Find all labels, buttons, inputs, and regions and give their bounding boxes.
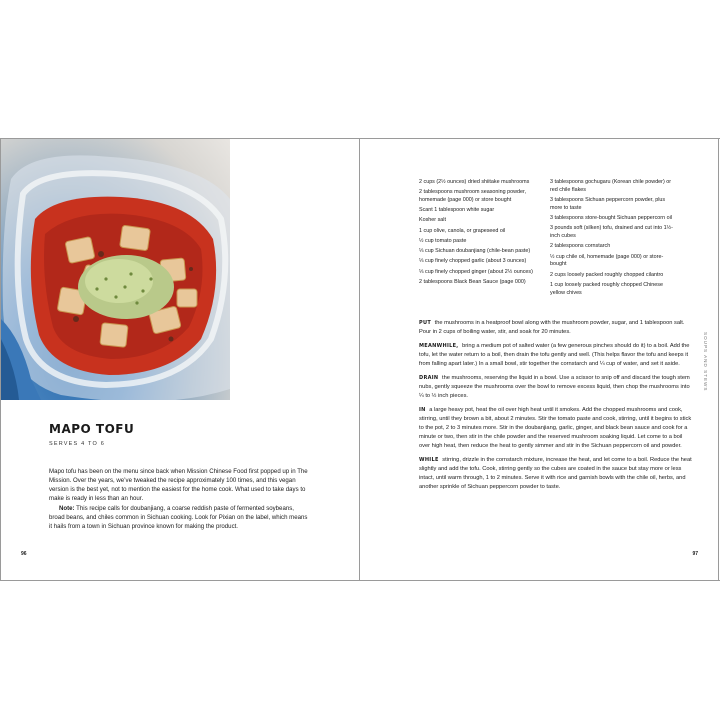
step-text: a large heavy pot, heat the oil over high heat until it smokes. Add the chopped mushrooms and cook, stirring, until they brown a bit, about 2 minutes. Stir the tomato paste and cook, stirring, until it begins to stick to the pot, 2 to 3 minutes more. Stir in the doubanjiang, garlic, ginger, and black bean sauce and cook for a minute or two, then stir in the chile powder and the reserved mushroom soaking liquid. Let come to a boil over high heat, then reduce the heat to gently simmer and stir in the Sichuan peppercorn oil and powder. (419, 407, 692, 449)
step-text: the mushrooms in a heatproof bowl along with the mushroom powder, sugar, and 1 tablespoon salt. Pour in 2 cups of boiling water, stir, and soak for 20 minutes. (419, 320, 685, 335)
note-text: This recipe calls for doubanjiang, a coarse reddish paste of fermented soybeans, broad beans, and chiles common in Sichuan cooking. Look for Pixian on the label, which means it hails from a town in Sichuan province known for making the product. (49, 504, 308, 530)
ingredient-item: 1 cup olive, canola, or grapeseed oil (419, 227, 506, 234)
ingredient-item: 2 tablespoons Black Bean Sauce (page 000) (419, 278, 526, 285)
section-tab (702, 332, 708, 392)
section-tab-label: SOUPS AND STEWS (703, 332, 708, 392)
ingredient-item: 2 tablespoons mushroom seasoning powder, homemade (page 000) or store bought (419, 189, 526, 204)
ingredient-item: 3 tablespoons gochugaru (Korean chile powder) or red chile flakes (550, 179, 672, 193)
right-page (360, 139, 719, 580)
left-page (0, 139, 360, 580)
step-lead: MEANWHILE, (419, 343, 459, 349)
method-step (419, 406, 693, 451)
page-number-right: 97 (692, 551, 698, 557)
note-paragraph (49, 504, 311, 531)
note-label: Note: (59, 504, 75, 512)
book-spread (0, 138, 720, 581)
ingredient-item: ½ cup chile oil, homemade (page 000) or store-bought (550, 253, 664, 268)
ingredient-item: 3 tablespoons Sichuan peppercorn powder, plus more to taste (550, 197, 666, 211)
ingredient-item: Scant 1 tablespoon white sugar (419, 207, 495, 214)
step-lead: IN (419, 407, 426, 413)
ingredient-item: ½ cup tomato paste (419, 237, 467, 244)
method-steps (419, 319, 693, 497)
method-step (419, 456, 693, 492)
method-step (419, 342, 693, 369)
ingredient-item: ⅓ cup finely chopped ginger (about 2½ ounces) (419, 268, 533, 275)
recipe-intro (49, 467, 311, 531)
ingredient-item: 3 tablespoons store-bought Sichuan peppercorn oil (550, 215, 672, 222)
step-text: the mushrooms, reserving the liquid in a bowl. Use a scissor to snip off and discard the tough stem nubs, gently squeeze the mushrooms over the bowl to remove excess liquid, then chop the mushrooms into ¼ to ½ inch pieces. (419, 375, 690, 399)
ingredient-item: 1 cup loosely packed roughly chopped Chinese yellow chives (550, 281, 663, 296)
step-lead: WHILE (419, 457, 439, 463)
ingredient-item: 2 cups (2½ ounces) dried shiitake mushrooms (419, 179, 530, 185)
page-number-left: 96 (21, 551, 27, 557)
ingredient-item: Kosher salt (419, 217, 446, 224)
recipe-title: MAPO TOFU (49, 422, 135, 436)
method-step (419, 374, 693, 401)
ingredient-item: 2 cups loosely packed roughly chopped cilantro (550, 271, 664, 278)
ingredient-item: 2 tablespoons cornstarch (550, 243, 611, 250)
step-lead: PUT (419, 320, 432, 326)
intro-paragraph: Mapo tofu has been on the menu since back when Mission Chinese Food first popped up in The Mission. Over the years, we’ve tweaked the recipe approximately 100 times, and this vegan version is the best yet, not to mention the easiest for the home cook. What used to take days to make is ready in less than an hour. (49, 468, 308, 503)
recipe-yield: SERVES 4 TO 6 (49, 441, 105, 447)
method-step (419, 319, 693, 337)
ingredient-item: ⅓ cup Sichuan doubanjiang (chile-bean paste) (419, 248, 531, 255)
step-text: bring a medium pot of salted water (a few generous pinches should do it) to a boil. Add the tofu, let the water return to a boil, then drain the tofu gently and well. (This helps flavor the tofu and keeps it from falling apart later.) In a small bowl, stir together the cornstarch and ¼ cup of water, and set it aside. (419, 343, 690, 367)
step-text: stirring, drizzle in the cornstarch mixture, increase the heat, and let come to a boil. Reduce the heat slightly and add the tofu. Cook, stirring gently so the cubes are coated in the sauce but stay more or less intact, until warm through, 1 to 2 minutes. Serve it with rice and garnish bowls with the chile oil, herbs, and another sprinkle of Sichuan peppercorn powder to taste. (419, 457, 692, 490)
mapo-tofu-photo (1, 139, 230, 400)
ingredient-list (419, 179, 673, 298)
ingredient-item: 3 pounds soft (silken) tofu, drained and cut into 1½-inch cubes (550, 225, 673, 240)
step-lead: DRAIN (419, 375, 439, 381)
ingredient-item: ⅓ cup finely chopped garlic (about 3 ounces) (419, 258, 527, 265)
